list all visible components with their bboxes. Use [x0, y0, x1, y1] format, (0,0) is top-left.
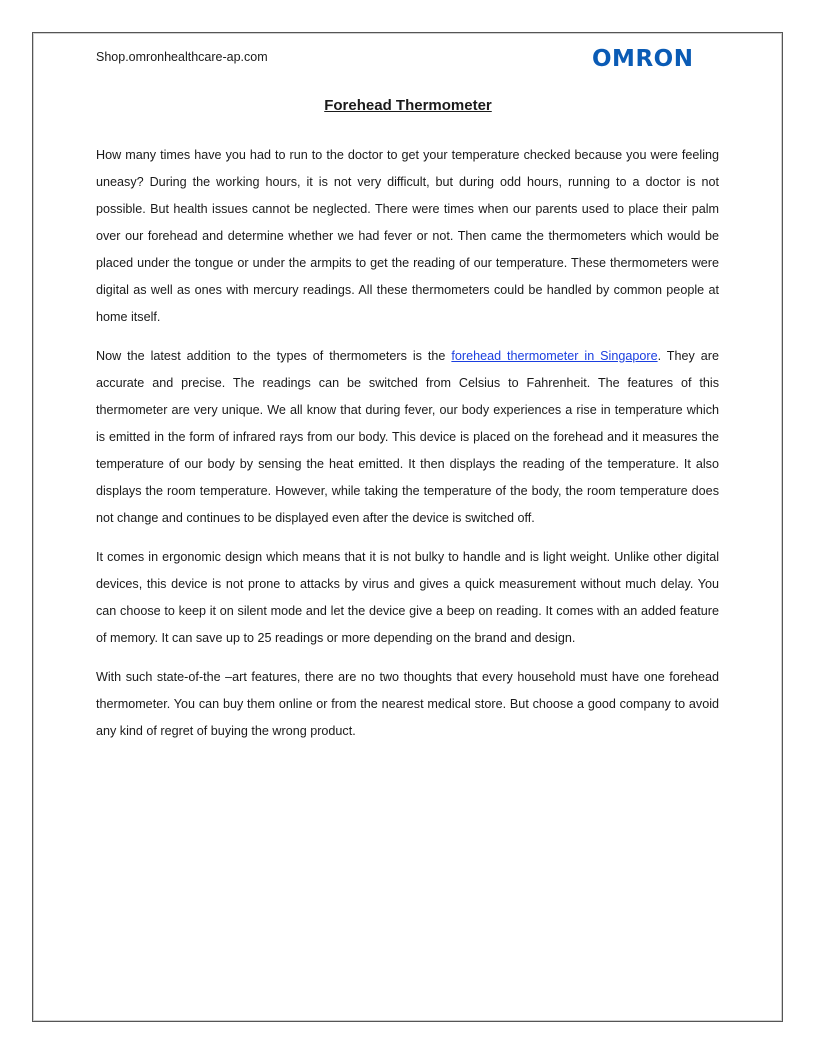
- paragraph-2-rest: . They are accurate and precise. The readings can be switched from Celsius to Fahrenheit. The features of this thermometer are very unique. We all know that during fever, our body experiences a rise in temperature which is emitted in the form of infrared rays from our body. This device is placed on the forehead and it measures the temperature of our body by sensing the heat emitted. It then displays the reading of the temperature. It also displays the room temperature. However, while taking the temperature of the body, the room temperature does not change and continues to be displayed even after the device is switched off.: [96, 349, 719, 525]
- article-body: [96, 142, 719, 757]
- paragraph-3: It comes in ergonomic design which means that it is not bulky to handle and is light weight. Unlike other digital devices, this device is not prone to attacks by virus and gives a quick measurement without much delay. You can choose to keep it on silent mode and let the device give a beep on reading. It comes with an added feature of memory. It can save up to 25 readings or more depending on the brand and design.: [96, 550, 719, 645]
- omron-logo: OMRON: [592, 46, 694, 72]
- paragraph-1: How many times have you had to run to the doctor to get your temperature checked because you were feeling uneasy? During the working hours, it is not very difficult, but during odd hours, running to a doctor is not possible. But health issues cannot be neglected. There were times when our parents used to place their palm over our forehead and determine whether we had fever or not. Then came the thermometers which would be placed under the tongue or under the armpits to get the reading of our temperature. These thermometers were digital as well as ones with mercury readings. All these thermometers could be handled by common people at home itself.: [96, 148, 719, 324]
- paragraph-2: [96, 343, 719, 532]
- header-site-url: Shop.omronhealthcare-ap.com: [96, 50, 268, 64]
- paragraph-2-intro: Now the latest addition to the types of thermometers is the: [96, 349, 452, 363]
- forehead-thermometer-link[interactable]: forehead thermometer in Singapore: [451, 349, 658, 363]
- page-title: Forehead Thermometer: [324, 97, 492, 114]
- paragraph-4: With such state-of-the –art features, there are no two thoughts that every household must have one forehead thermometer. You can buy them online or from the nearest medical store. But choose a good company to avoid any kind of regret of buying the wrong product.: [96, 670, 719, 738]
